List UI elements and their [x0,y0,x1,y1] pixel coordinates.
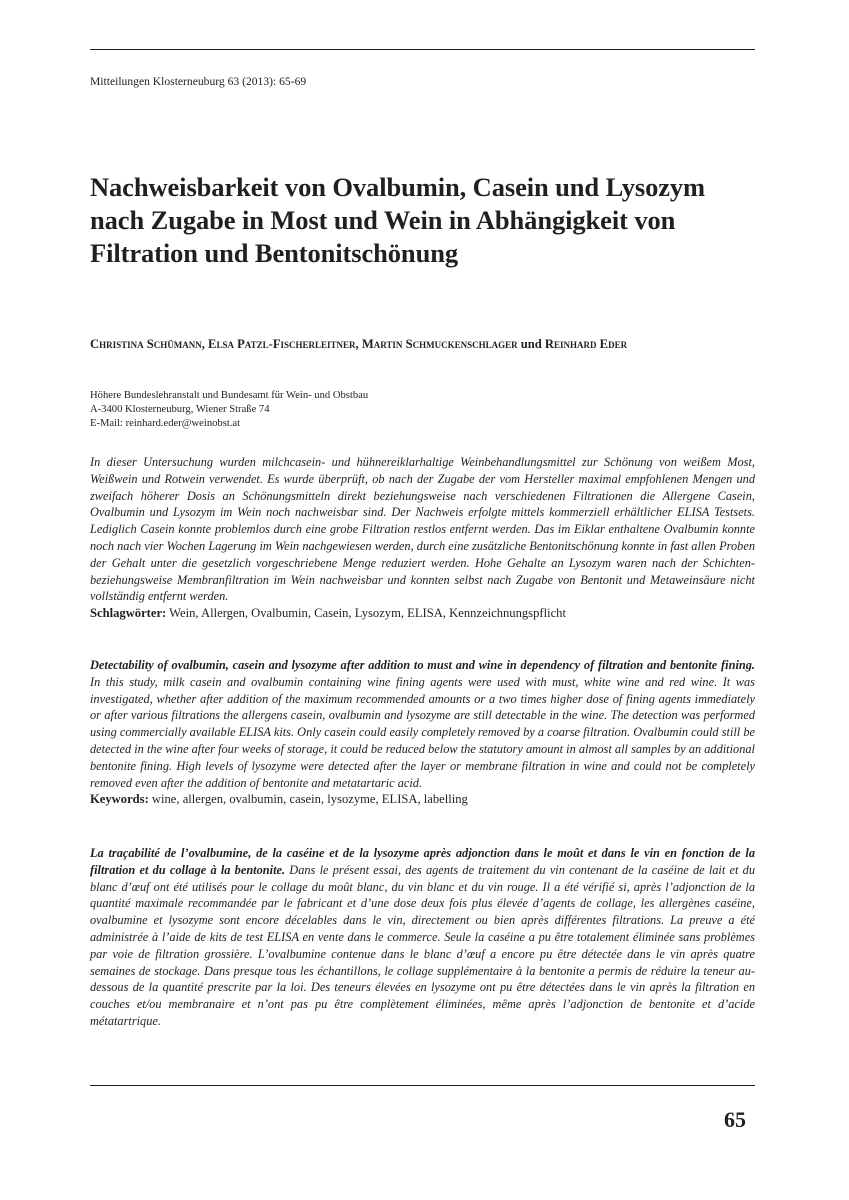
abstract-english-title: Detectability of ovalbumin, casein and lysozyme after addition to must and wine in dependency of filtration and bentonite fining. [90,658,755,672]
abstract-english-body: In this study, milk casein and ovalbumin containing wine fining agents were used with must, white wine and red wine. It was investigated, whether after addition of the maximum recommended amounts or a two times higher dose of fining agents immediately or after various filtrations the allergens casein, ovalbumin and lysozyme are still detectable in the wine. The detection was performed using commercially available ELISA kits. Only casein could easily completely removed by a coarse filtration. Ovalbumin could still be detected in the wine after four weeks of storage, it could be reduced below the statutory amount in almost all samples by an additional bentonite fining. High levels of lysozyme were detected after the layer or membrane filtration in wine and could not be completely removed even after the addition of bentonite and metatartaric acid. [90,674,755,790]
keywords-english [90,791,755,808]
abstract-french-body: Dans le présent essai, des agents de traitement du vin contenant de la caséine de lait et du blanc d’œuf ont été utilisés pour le collage du moût blanc, du vin blanc et du vin rouge. Il a été vérifié si, après l’adjonction de la quantité maximale recommandée par le fabricant et d’une dose deux fois plus élevée d’agents de collage, les allergènes caséine, ovalbumine et lysozyme sont encore décelables dans le vin, directement ou bien après différentes filtrations. La preuve a été administrée à l’aide de kits de test ELISA en vente dans le commerce. Seule la caséine a pu être totalement éliminée sans problèmes par voie de filtration grossière. L’ovalbumine contenue dans le blanc d’œuf a encore pu être détectée dans le vin après quatre semaines de stockage. Dans presque tous les échantillons, le collage supplémentaire à la bentonite a permis de réduire la teneur au-dessous de la quantité prescrite par la loi. Des teneurs élevées en lysozyme ont pu être détectées dans le vin après la filtration en couches et/ou membranaire et n’ont pas pu être complètement éliminées, même après l’adjonction de bentonite et d’acide métatartrique. [90,862,755,1028]
affiliation [90,389,368,431]
keywords-english-list: wine, allergen, ovalbumin, casein, lysozyme, ELISA, labelling [148,792,468,807]
abstract-french [90,845,755,1030]
abstract-french-title: La traçabilité de l’ovalbumine, de la caséine et de la lysozyme après adjonction dans le moût et dans le vin en fonction de la filtration et du collage à la bentonite. [90,846,755,877]
abstract-german-text: In dieser Untersuchung wurden milchcasein- und hühnereiklarhaltige Weinbehandlungsmittel zur Schönung von weißem Most, Weißwein und Rotwein verwendet. Es wurde überprüft, ob nach der Zugabe der vom Hersteller maximal empfohlenen Mengen und zweifach höherer Dosis an Schönungsmitteln direkt beziehungsweise nach verschiedenen Filtrationen die Allergene Casein, Ovalbumin und Lysozym im Wein noch nachweisbar sind. Der Nachweis erfolgte mittels kommerziell erhältlicher ELISA Testsets. Lediglich Casein konnte problemlos durch eine grobe Filtration restlos entfernt werden. Das im Eiklar enthaltene Ovalbumin konnte noch nach vier Wochen Lagerung im Wein nachgewiesen werden, durch eine zusätzliche Bentonitschönung konnte in fast allen Proben der Gehalt unter die gesetzlich vorgeschriebene Menge reduziert werden. Hohe Gehalte an Lysozym waren nach der Schichten- beziehungsweise Membranfiltration im Wein nachweisbar und konnten selbst nach Zugabe von Bentonit und Metaweinsäure nicht vollständig entfernt werden. [90,455,755,604]
keywords-english-label: Keywords: [90,792,149,807]
keywords-german [90,605,755,622]
affiliation-address: A-3400 Klosterneuburg, Wiener Straße 74 [90,404,270,415]
footer-rule [90,1085,755,1086]
header-rule [90,49,755,50]
abstract-french-text [90,845,755,1030]
keywords-german-list: Wein, Allergen, Ovalbumin, Casein, Lysozym, ELISA, Kennzeichnungspflicht [166,606,566,621]
keywords-german-label: Schlagwörter: [90,606,167,621]
journal-citation: Mitteilungen Klosterneuburg 63 (2013): 65-69 [90,75,307,88]
page-number: 65 [724,1107,746,1132]
author-last: Reinhard Eder [544,337,628,351]
author-conjunction: und [520,337,542,351]
affiliation-email: E-Mail: reinhard.eder@weinobst.at [90,418,241,429]
author-names: Christina Schümann, Elsa Patzl-Fischerleitner, Martin Schmuckenschlager [90,337,518,351]
abstract-english-text [90,657,755,791]
affiliation-institution: Höhere Bundeslehranstalt und Bundesamt für Wein- und Obstbau [90,390,369,401]
abstract-english [90,657,755,808]
article-title: Nachweisbarkeit von Ovalbumin, Casein und Lysozym nach Zugabe in Most und Wein in Abhängigkeit von Filtration und Bentonitschönung [90,172,706,268]
abstract-german [90,454,755,622]
author-list [90,335,755,354]
